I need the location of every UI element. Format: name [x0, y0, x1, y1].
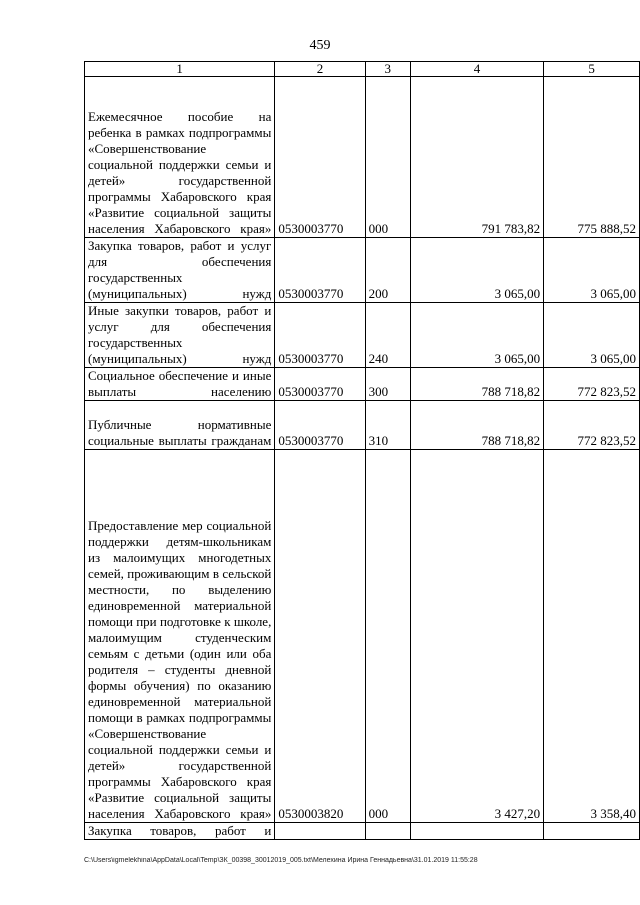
row-value-1: 788 718,82: [410, 401, 543, 450]
row-value-1: 3 427,20: [410, 450, 543, 823]
row-value-2: 3 065,00: [544, 303, 640, 368]
row-name: Закупка товаров, работ и услуг для обеспечения государственных (муниципальных) нужд: [85, 238, 275, 303]
table-row: [85, 238, 640, 303]
column-header: 1: [85, 62, 275, 77]
row-name: Ежемесячное пособие на ребенка в рамках подпрограммы «Совершенствование социальной поддержки семьи и детей» государственной программы Хабаровского края «Развитие социальной защиты населения Хабаровского края»: [85, 77, 275, 238]
row-value-1: 3 065,00: [410, 303, 543, 368]
row-type: 300: [365, 368, 410, 401]
table-row: [85, 823, 640, 840]
table-row: [85, 77, 640, 238]
row-code: 0530003770: [275, 401, 365, 450]
row-name: Предоставление мер социальной поддержки детям-школьникам из малоимущих многодетных семей, проживающим в сельской местности, по выделению единовременной материальной помощи при подготовке к школе, малоимущим студенческим семьям с детьми (один или оба родителя – студенты дневной формы обучения) по оказанию единовременной материальной помощи в рамках подпрограммы «Совершенствование социальной поддержки семьи и детей» государственной программы Хабаровского края «Развитие социальной защиты населения Хабаровского края»: [85, 450, 275, 823]
table-header-row: [85, 62, 640, 77]
row-code: 0530003820: [275, 450, 365, 823]
page-number: 459: [309, 38, 331, 53]
row-value-1: [410, 823, 543, 840]
column-header: 2: [275, 62, 365, 77]
row-name: Иные закупки товаров, работ и услуг для обеспечения государственных (муниципальных) нужд: [85, 303, 275, 368]
row-code: 0530003770: [275, 303, 365, 368]
row-value-2: 3 065,00: [544, 238, 640, 303]
row-value-1: 791 783,82: [410, 77, 543, 238]
row-code: 0530003770: [275, 77, 365, 238]
budget-table: [84, 61, 640, 840]
row-value-1: 788 718,82: [410, 368, 543, 401]
row-code: [275, 823, 365, 840]
table-row: [85, 450, 640, 823]
column-header: 3: [365, 62, 410, 77]
table-row: [85, 303, 640, 368]
row-type: 310: [365, 401, 410, 450]
row-type: 000: [365, 77, 410, 238]
row-value-1: 3 065,00: [410, 238, 543, 303]
row-type: 200: [365, 238, 410, 303]
row-value-2: 3 358,40: [544, 450, 640, 823]
row-type: 240: [365, 303, 410, 368]
row-value-2: 772 823,52: [544, 401, 640, 450]
document-footer-path: C:\Users\igmelekhina\AppData\Local\Temp\ЗК_00398_30012019_005.txt\Мелехина Ирина Геннадьевна\31.01.2019 11:55:28: [84, 857, 478, 864]
table-row: [85, 401, 640, 450]
row-code: 0530003770: [275, 238, 365, 303]
row-name: Публичные нормативные социальные выплаты гражданам: [85, 401, 275, 450]
row-value-2: 775 888,52: [544, 77, 640, 238]
table-row: [85, 368, 640, 401]
column-header: 4: [410, 62, 543, 77]
row-type: [365, 823, 410, 840]
row-name: Закупка товаров, работ и: [85, 823, 275, 840]
row-code: 0530003770: [275, 368, 365, 401]
column-header: 5: [544, 62, 640, 77]
row-type: 000: [365, 450, 410, 823]
row-value-2: 772 823,52: [544, 368, 640, 401]
row-name: Социальное обеспечение и иные выплаты населению: [85, 368, 275, 401]
row-value-2: [544, 823, 640, 840]
